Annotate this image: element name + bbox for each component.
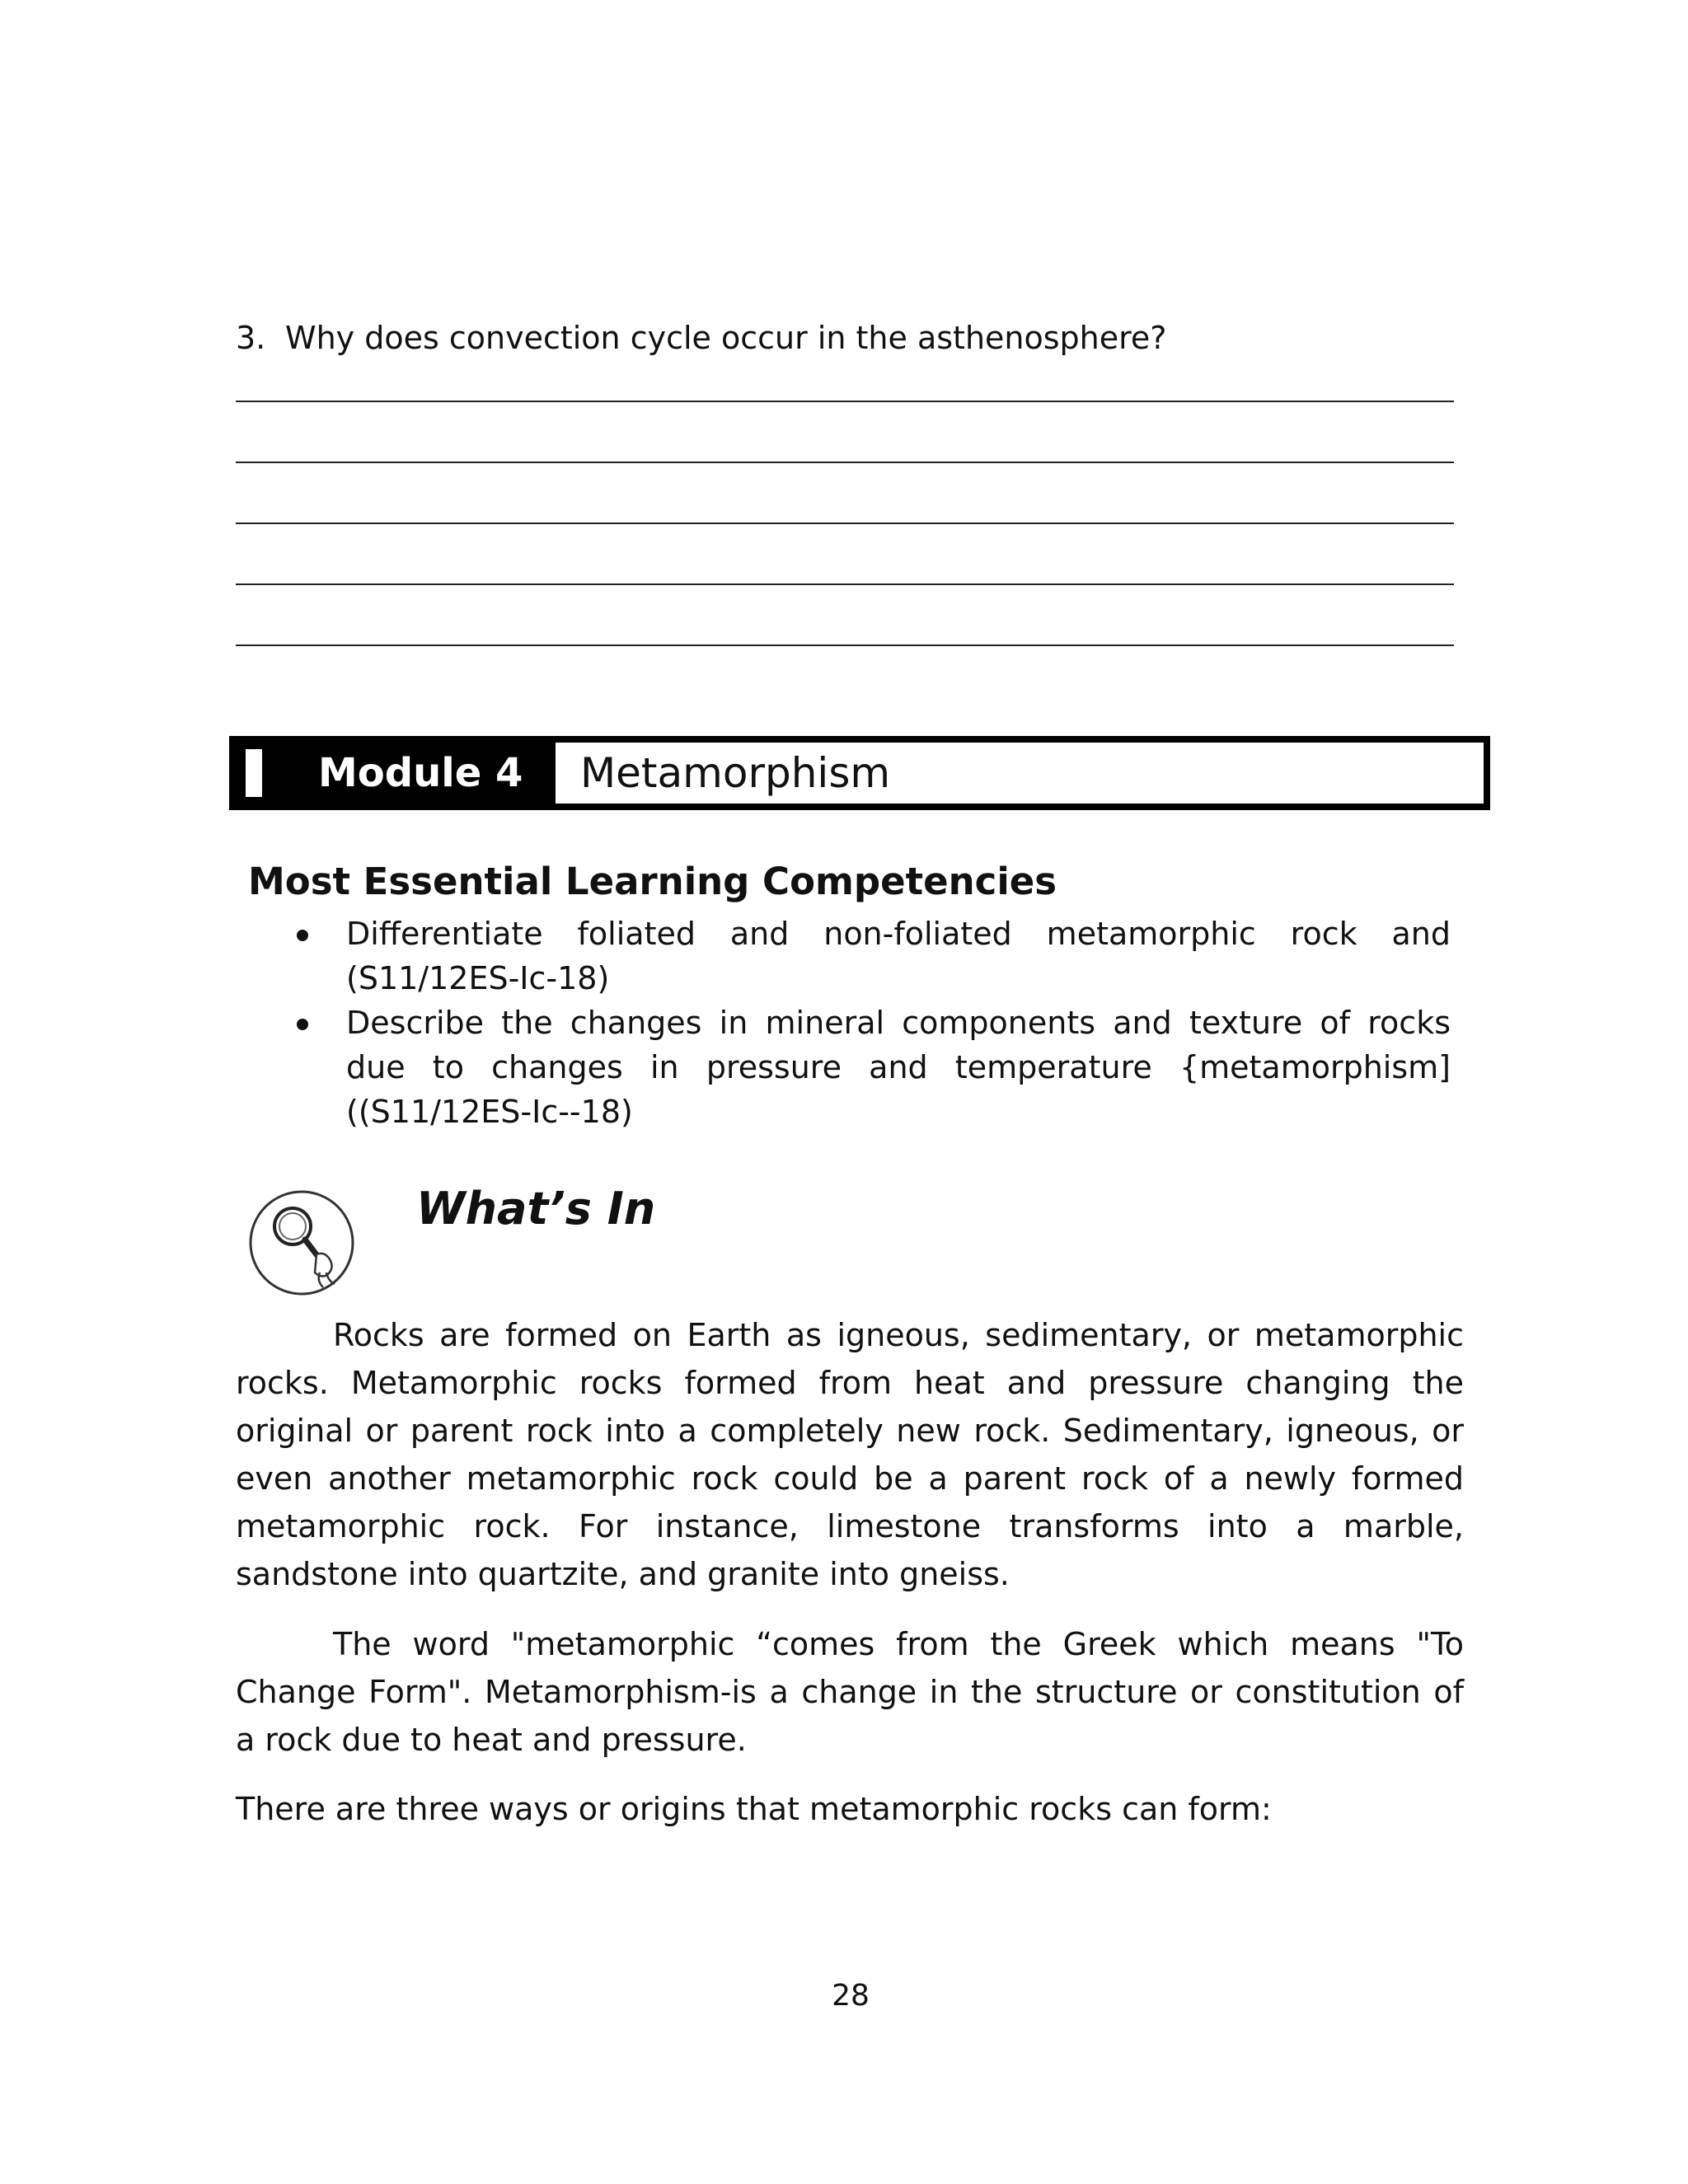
competency-text: Describe the changes in mineral components and texture of rocks due to changes in pressure and temperature {metamorphism]((S11/12ES-Ic--18) [346, 1005, 1451, 1130]
answer-line[interactable] [236, 401, 1454, 402]
answer-line[interactable] [236, 462, 1454, 463]
competencies-list [247, 912, 1451, 1134]
module-banner [229, 736, 1490, 810]
paragraph: Rocks are formed on Earth as igneous, sedimentary, or metamorphic rocks. Metamorphic rocks formed from heat and pressure changing the original or parent rock into a completely new rock. Sedimentary, igneous, or even another metamorphic rock could be a parent rock of a newly formed metamorphic rock. For instance, limestone transforms into a marble, sandstone into quartzite, and granite into gneiss. [236, 1317, 1464, 1592]
section-heading-whats-in: What’s In [416, 1183, 656, 1235]
list-item [247, 912, 1451, 1001]
competency-text: Differentiate foliated and non-foliated metamorphic rock and (S11/12ES-Ic-18) [346, 916, 1451, 996]
list-item [247, 1001, 1451, 1134]
question-number: 3. [236, 320, 266, 356]
bullet-icon [297, 1019, 308, 1030]
banner-notch [246, 749, 262, 797]
module-title: Metamorphism [580, 749, 891, 797]
question-3 [236, 317, 1166, 359]
competencies-heading: Most Essential Learning Competencies [248, 860, 1057, 903]
answer-line[interactable] [236, 583, 1454, 585]
answer-line[interactable] [236, 523, 1454, 524]
module-label: Module 4 [318, 750, 523, 796]
module-title-box [552, 743, 1484, 804]
bullet-icon [297, 930, 308, 941]
question-text: Why does convection cycle occur in the asthenosphere? [285, 320, 1167, 356]
paragraph: The word "metamorphic “comes from the Greek which means "To Change Form". Metamorphism-is a change in the structure or constitution of a rock due to heat and pressure. [236, 1626, 1464, 1758]
answer-line[interactable] [236, 644, 1454, 646]
page-number: 28 [832, 1979, 870, 2013]
magnifying-glass-icon [247, 1187, 363, 1297]
paragraph: There are three ways or origins that metamorphic rocks can form: [236, 1791, 1272, 1827]
